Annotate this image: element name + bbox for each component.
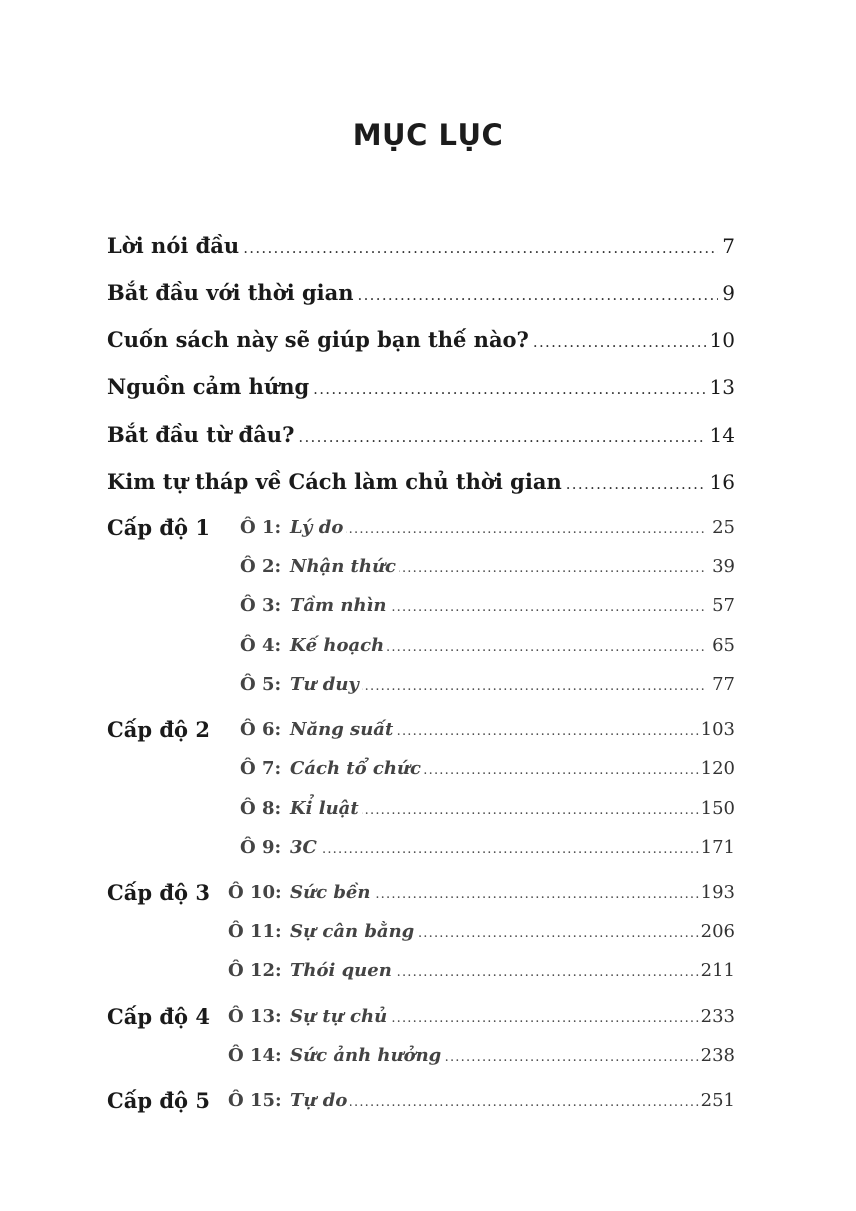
level-heading: Cấp độ 4 (107, 1004, 210, 1029)
toc-subentry[interactable] (0, 882, 856, 910)
subentry-page: 103 (700, 719, 735, 740)
toc-entry-label: Bắt đầu với thời gian (107, 280, 354, 305)
subentry-page: 65 (712, 635, 735, 656)
toc-entry-page: 7 (722, 234, 735, 258)
subentry-number: Ô 4: (240, 635, 282, 656)
toc-subentry[interactable] (0, 960, 856, 988)
dot-leader (358, 288, 719, 303)
toc-subentry[interactable] (0, 517, 856, 545)
subentry-title: Nhận thức (290, 556, 399, 577)
subentry-title: Sức bền (290, 882, 373, 903)
toc-entry-label: Lời nói đầu (107, 233, 240, 258)
subentry-number: Ô 12: (228, 960, 282, 981)
toc-entry[interactable] (107, 422, 735, 452)
toc-entry-page: 13 (709, 375, 735, 399)
toc-subentry[interactable] (0, 837, 856, 865)
subentry-page: 171 (700, 837, 735, 858)
subentry-page: 233 (700, 1006, 735, 1027)
dot-leader (290, 843, 704, 856)
subentry-page: 238 (700, 1045, 735, 1066)
subentry-page: 150 (700, 798, 735, 819)
toc-entry-label: Cuốn sách này sẽ giúp bạn thế nào? (107, 327, 529, 352)
subentry-page: 120 (700, 758, 735, 779)
dot-leader (298, 430, 705, 445)
subentry-number: Ô 5: (240, 674, 282, 695)
level-heading: Cấp độ 5 (107, 1088, 210, 1113)
toc-subentry[interactable] (0, 1090, 856, 1118)
subentry-title: 3C (290, 837, 320, 858)
subentry-title: Năng suất (290, 719, 396, 740)
toc-entry[interactable] (107, 327, 735, 357)
toc-subentry[interactable] (0, 758, 856, 786)
toc-subentry[interactable] (0, 556, 856, 584)
subentry-page: 25 (712, 517, 735, 538)
subentry-number: Ô 10: (228, 882, 282, 903)
toc-entry-page: 10 (709, 328, 735, 352)
toc-entry-label: Bắt đầu từ đâu? (107, 422, 295, 447)
subentry-number: Ô 13: (228, 1006, 282, 1027)
toc-subentry[interactable] (0, 674, 856, 702)
subentry-title: Sự tự chủ (290, 1006, 390, 1027)
subentry-number: Ô 1: (240, 517, 282, 538)
subentry-title: Kỉ luật (290, 798, 362, 819)
subentry-title: Sức ảnh hưởng (290, 1045, 444, 1066)
subentry-title: Thói quen (290, 960, 395, 981)
subentry-title: Sự cân bằng (290, 921, 417, 942)
subentry-page: 77 (712, 674, 735, 695)
dot-leader (313, 382, 705, 397)
subentry-number: Ô 6: (240, 719, 282, 740)
subentry-number: Ô 7: (240, 758, 282, 779)
toc-entry-label: Kim tự tháp về Cách làm chủ thời gian (107, 469, 562, 494)
subentry-page: 193 (700, 882, 735, 903)
subentry-number: Ô 14: (228, 1045, 282, 1066)
subentry-number: Ô 15: (228, 1090, 282, 1111)
subentry-number: Ô 9: (240, 837, 282, 858)
level-heading: Cấp độ 2 (107, 717, 210, 742)
subentry-title: Tư duy (290, 674, 362, 695)
dot-leader (566, 477, 706, 492)
toc-entry-page: 9 (722, 281, 735, 305)
subentry-page: 206 (700, 921, 735, 942)
subentry-title: Lý do (290, 517, 346, 538)
subentry-number: Ô 3: (240, 595, 282, 616)
toc-entry-page: 14 (709, 423, 735, 447)
toc-subentry[interactable] (0, 1006, 856, 1034)
toc-entry-page: 16 (709, 470, 735, 494)
toc-subentry[interactable] (0, 798, 856, 826)
subentry-page: 251 (700, 1090, 735, 1111)
page-title: MỤC LỤC (352, 118, 504, 152)
subentry-page: 57 (712, 595, 735, 616)
dot-leader (243, 241, 718, 256)
dot-leader (533, 335, 706, 350)
toc-entry[interactable] (107, 280, 735, 310)
subentry-number: Ô 2: (240, 556, 282, 577)
toc-subentry[interactable] (0, 719, 856, 747)
toc-entry[interactable] (107, 233, 735, 263)
subentry-page: 211 (700, 960, 735, 981)
toc-entry[interactable] (107, 374, 735, 404)
dot-leader (290, 1096, 704, 1109)
subentry-title: Cách tổ chức (290, 758, 424, 779)
toc-subentry[interactable] (0, 921, 856, 949)
subentry-title: Kế hoạch (290, 635, 387, 656)
subentry-title: Tầm nhìn (290, 595, 389, 616)
toc-entry[interactable] (107, 469, 735, 499)
subentry-page: 39 (712, 556, 735, 577)
toc-subentry[interactable] (0, 1045, 856, 1073)
dot-leader (290, 523, 704, 536)
level-heading: Cấp độ 3 (107, 880, 210, 905)
toc-subentry[interactable] (0, 595, 856, 623)
level-heading: Cấp độ 1 (107, 515, 210, 540)
toc-subentry[interactable] (0, 635, 856, 663)
subentry-number: Ô 8: (240, 798, 282, 819)
subentry-title: Tự do (290, 1090, 350, 1111)
toc-entry-label: Nguồn cảm hứng (107, 374, 310, 399)
subentry-number: Ô 11: (228, 921, 282, 942)
